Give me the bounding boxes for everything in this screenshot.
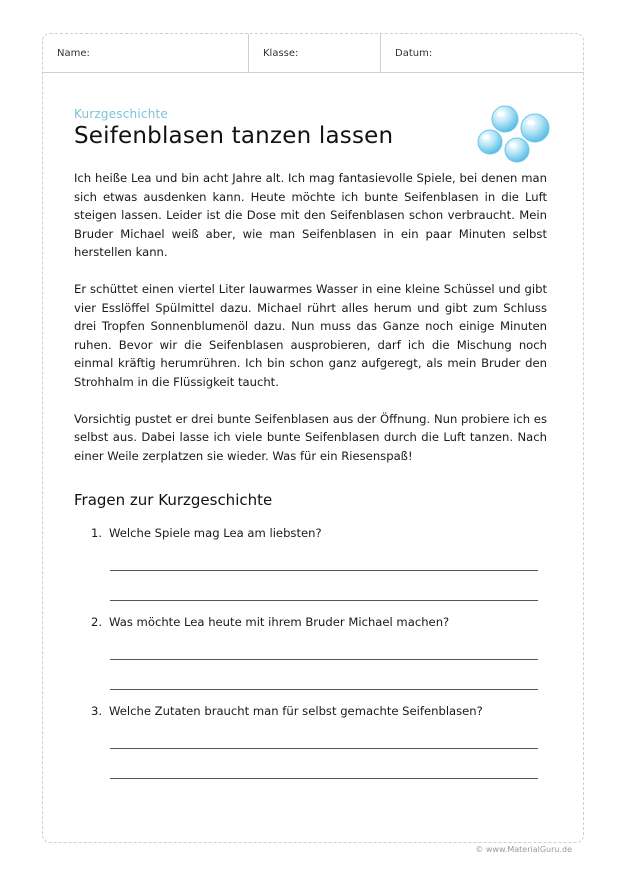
date-field[interactable] (381, 34, 583, 72)
answer-line[interactable] (110, 541, 538, 571)
question-2 (91, 614, 547, 690)
question-3 (91, 703, 547, 779)
answer-line[interactable] (110, 749, 538, 779)
answer-line[interactable] (110, 630, 538, 660)
name-field[interactable] (43, 34, 249, 72)
header-fields (43, 34, 583, 73)
question-number: 2. (91, 615, 103, 630)
story-paragraph-3: Vorsichtig pustet er drei bunte Seifenblasen aus der Öffnung. Nun probiere ich es selbst aus. Dabei lasse ich viele bunte Seifenblasen durch die Luft tanzen. Nach einer Weile zerplatzen sie wieder. Was für ein Riesenspaß! (74, 411, 547, 463)
question-number: 3. (91, 704, 103, 719)
copyright-footer: © www.MaterialGuru.de (475, 845, 572, 854)
name-label: Name: (57, 47, 90, 59)
story-paragraph-1: Ich heiße Lea und bin acht Jahre alt. Ich mag fantasievolle Spiele, bei denen man sich etwas ausdenken kann. Heute möchte ich bunte Seifenblasen in die Luft steigen lassen. Leider ist die Dose mit den Seifenblasen schon verbraucht. Mein Bruder Michael weiß aber, wie man Seifenblasen in ein paar Minuten selbst herstellen kann. (74, 171, 547, 260)
story-paragraph-2: Er schüttet einen viertel Liter lauwarmes Wasser in eine kleine Schüssel und gibt vier Esslöffel Spülmittel dazu. Michael rührt alles herum und gibt zum Schluss drei Tropfen Sonnenblumenöl dazu. Nun muss das Ganze noch einige Minuten ruhen. Bevor wir die Seifenblasen ausprobieren, darf ich die Mischung noch einmal kräftig herumrühren. Ich bin schon ganz aufgeregt, als mein Bruder den Strohhalm in die Flüssigkeit taucht. (74, 281, 547, 389)
question-1 (91, 525, 547, 601)
answer-line[interactable] (110, 719, 538, 749)
date-label: Datum: (395, 47, 433, 59)
worksheet-content (74, 107, 547, 792)
question-text: Welche Zutaten braucht man für selbst gemachte Seifenblasen? (109, 704, 483, 719)
answer-line[interactable] (110, 660, 538, 690)
questions-title: Fragen zur Kurzgeschichte (74, 491, 273, 510)
story-title: Seifenblasen tanzen lassen (74, 123, 394, 149)
question-text: Welche Spiele mag Lea am liebsten? (109, 526, 322, 541)
question-text: Was möchte Lea heute mit ihrem Bruder Michael machen? (109, 615, 450, 630)
class-field[interactable] (249, 34, 381, 72)
class-label: Klasse: (263, 47, 299, 59)
question-number: 1. (91, 526, 103, 541)
story-kicker: Kurzgeschichte (74, 107, 168, 121)
worksheet (42, 33, 584, 843)
answer-line[interactable] (110, 571, 538, 601)
